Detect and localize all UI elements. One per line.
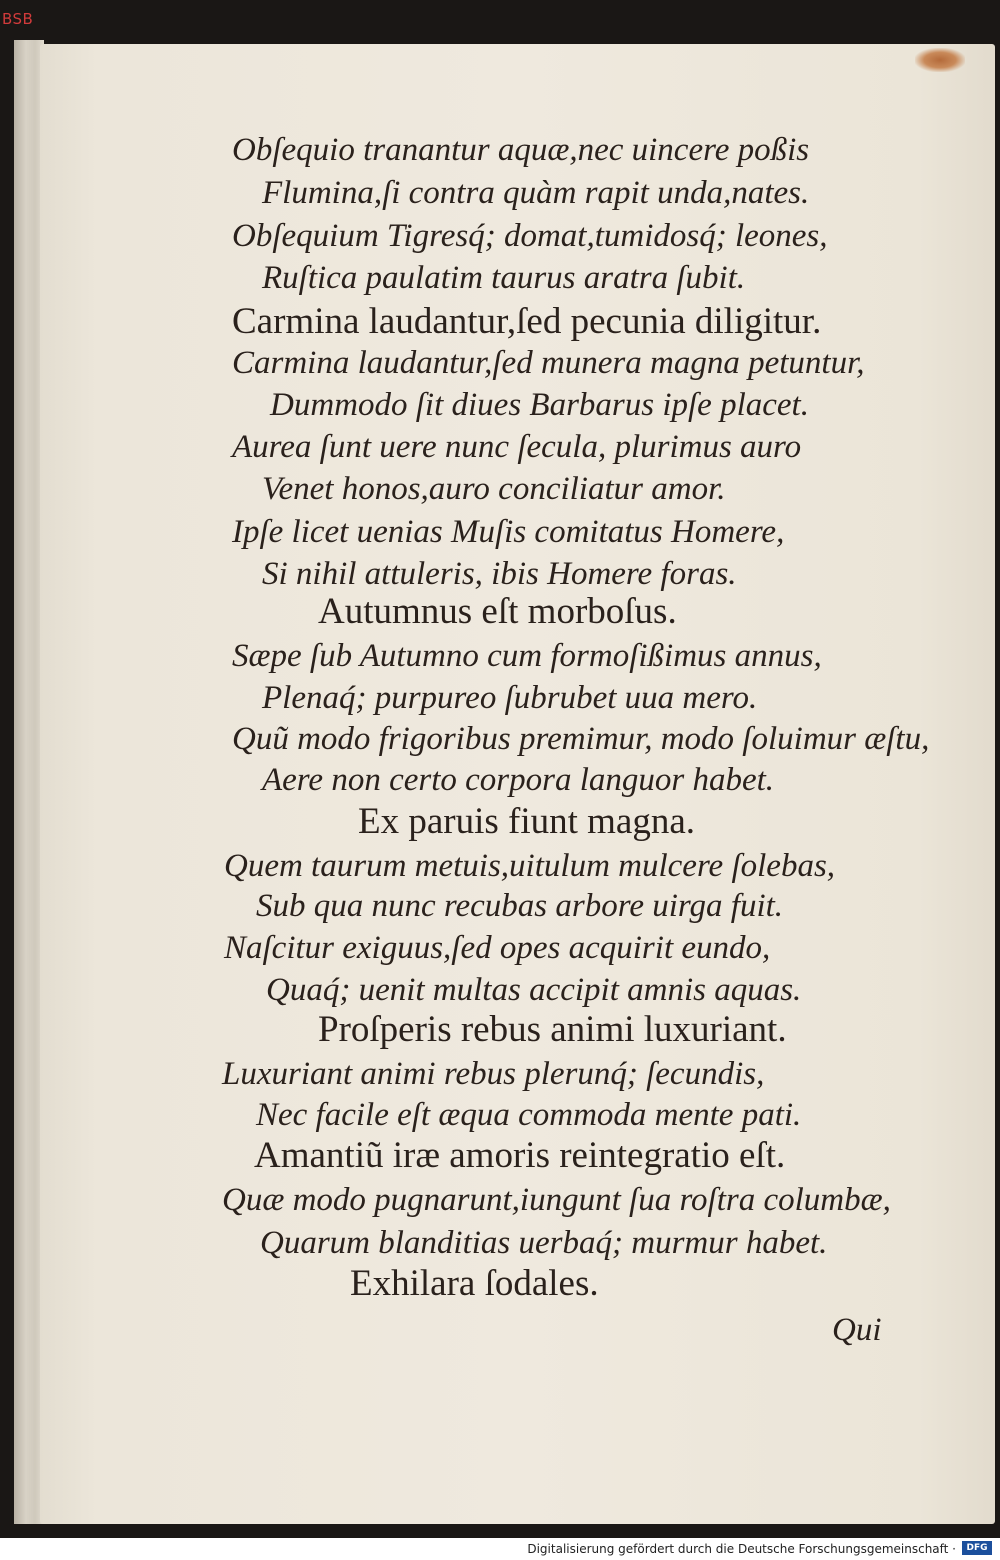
text-line: Quarum blanditias uerbaq́; murmur habet.: [260, 1225, 828, 1261]
text-line: Si nihil attuleris, ibis Homere foras.: [262, 556, 737, 592]
section-heading: Carmina laudantur,ſed pecunia diligitur.: [232, 301, 822, 342]
text-line: Plenaq́; purpureo ſubrubet uua mero.: [262, 680, 758, 716]
section-heading: Amantiũ iræ amoris reintegratio eſt.: [254, 1135, 786, 1176]
text-line: Sæpe ſub Autumno cum formoſißimus annus,: [232, 638, 822, 674]
library-tag: BSB: [2, 10, 34, 28]
section-heading: Autumnus eſt morboſus.: [318, 591, 677, 632]
text-line: Obſequio tranantur aquæ,nec uincere poßis: [232, 132, 810, 168]
text-line: Sub qua nunc recubas arbore uirga fuit.: [256, 888, 784, 924]
text-line: Aere non certo corpora languor habet.: [262, 762, 775, 798]
text-line: Flumina,ſi contra quàm rapit unda,nates.: [262, 175, 810, 211]
text-line: Quæ modo pugnarunt,iungunt ſua roſtra columbæ,: [222, 1182, 891, 1218]
text-line: Quaq́; uenit multas accipit amnis aquas.: [266, 972, 802, 1008]
funding-note: Digitalisierung gefördert durch die Deutsche Forschungsgemeinschaft ·: [527, 1542, 956, 1556]
text-line: Ipſe licet uenias Muſis comitatus Homere,: [232, 514, 785, 550]
footer-bar: [0, 1538, 1000, 1560]
text-line: Dummodo ſit diues Barbarus ipſe placet.: [270, 387, 809, 423]
text-line: Carmina laudantur,ſed munera magna petuntur,: [232, 345, 865, 381]
text-line: Obſequium Tigresq́; domat,tumidosq́; leones,: [232, 218, 828, 254]
text-line: Venet honos,auro conciliatur amor.: [262, 471, 726, 507]
text-line: Luxuriant animi rebus plerunq́; ſecundis,: [222, 1056, 765, 1092]
text-line: Aurea ſunt uere nunc ſecula, plurimus auro: [232, 429, 802, 465]
text-line: Quem taurum metuis,uitulum mulcere ſolebas,: [224, 848, 836, 884]
dfg-logo-icon: DFG: [962, 1541, 992, 1555]
text-line: Naſcitur exiguus,ſed opes acquirit eundo,: [224, 930, 771, 966]
section-heading: Ex paruis fiunt magna.: [358, 801, 696, 842]
catchword: Qui: [832, 1312, 882, 1348]
text-line: Ruſtica paulatim taurus aratra ſubit.: [262, 260, 746, 296]
text-line: Quũ modo frigoribus premimur, modo ſoluimur æſtu,: [232, 721, 930, 757]
section-heading: Exhilara ſodales.: [350, 1263, 599, 1304]
text-line: Nec facile eſt æqua commoda mente pati.: [256, 1097, 802, 1133]
section-heading: Proſperis rebus animi luxuriant.: [318, 1009, 787, 1050]
